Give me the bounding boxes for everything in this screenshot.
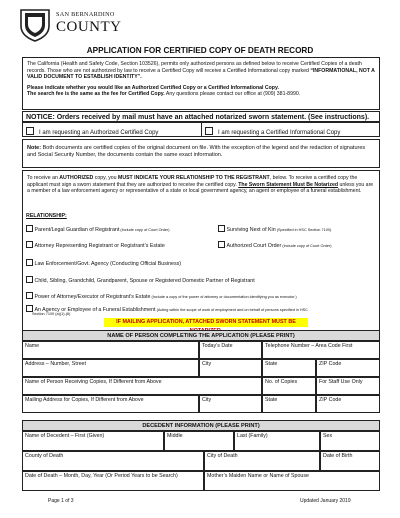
relationship-option[interactable]: Law Enforcement/Govt. Agency (Conducting Official Business) — [26, 259, 181, 267]
note-text: Note: Both documents are certified copies of the original document on file. With the exception of the legend and the redaction of signatures and Social Security Number, the documents contain the same exact information. — [27, 145, 366, 158]
divider — [201, 123, 202, 137]
authorized-instructions: To receive an AUTHORIZED copy, you MUST INDICATE YOUR RELATIONSHIP TO THE REGISTRANT, below. To receive a certified copy the applicant must sign a sworn statement that they are authorized to receive the certified copy. The Sworn Statement Must Be Notarized unless you are a member of a law enforcement agency or representative of a state or local government agency, an agent or employee of a funeral establishment. — [27, 175, 374, 195]
name-field[interactable]: Name — [22, 341, 199, 359]
county-seal-icon — [18, 8, 52, 42]
relationship-option[interactable]: Surviving Next of Kin (Specified in HSC Section 7100) — [218, 225, 331, 233]
intro-box — [22, 57, 380, 110]
state-field[interactable]: State — [262, 359, 316, 377]
city-field[interactable]: City — [199, 359, 262, 377]
county-logo — [18, 8, 128, 44]
decedent-middle-name-field[interactable]: Middle — [164, 431, 234, 451]
relationship-option[interactable]: Parent/Legal Guardian of Registrant (Include copy of Court Order) — [26, 225, 170, 233]
relationship-option[interactable]: Child, Sibling, Grandchild, Grandparent, Spouse or Registered Domestic Partner of Registrant — [26, 276, 255, 284]
relationship-heading: RELATIONSHIP: — [26, 213, 67, 219]
staff-use-field: For Staff Use Only — [316, 377, 380, 395]
decedent-heading: DECEDENT INFORMATION (PLEASE PRINT) — [22, 420, 380, 431]
logo-main-text: COUNTY — [56, 19, 122, 35]
mailing-city-field[interactable]: City — [199, 395, 262, 413]
zip-field[interactable]: ZIP Code — [316, 359, 380, 377]
checkbox[interactable] — [26, 259, 33, 266]
decedent-sex-field[interactable]: Sex — [320, 431, 380, 451]
county-of-death-field[interactable]: County of Death — [22, 451, 204, 471]
decedent-last-name-field[interactable]: Last (Family) — [234, 431, 320, 451]
applicant-heading: NAME OF PERSON COMPLETING THE APPLICATION (PLEASE PRINT) — [22, 330, 380, 341]
notice-banner: NOTICE: Orders received by mail must have an attached notarized sworn statement. (See instructions). — [22, 111, 380, 122]
copy-type-options — [22, 122, 380, 137]
checkbox[interactable] — [218, 225, 225, 232]
intro-instructions: Please indicate whether you would like an Authorized Certified Copy or a Certified Informational Copy. The search fee is the same as the fee for Certified Copy. Any questions please contact our office at (909) 381-8990. — [27, 84, 301, 98]
checkbox[interactable] — [26, 276, 33, 283]
relationship-option[interactable]: Authorized Court Order (Include copy of Court Order) — [218, 241, 332, 249]
checkbox[interactable] — [205, 127, 213, 135]
updated-date: Updated January 2019 — [300, 498, 351, 504]
todays-date-field[interactable]: Today’s Date — [199, 341, 262, 359]
logo-top-text: SAN BERNARDINO — [56, 11, 115, 18]
city-of-death-field[interactable]: City of Death — [204, 451, 320, 471]
mailing-state-field[interactable]: State — [262, 395, 316, 413]
option-authorized[interactable]: I am requesting an Authorized Certified Copy — [26, 127, 158, 137]
option-informational[interactable]: I am requesting a Certified Informational Copy — [205, 127, 340, 137]
address-field[interactable]: Address – Number, Street — [22, 359, 199, 377]
receiving-name-field[interactable]: Name of Person Receiving Copies, If Different from Above — [22, 377, 262, 395]
page-title: APPLICATION FOR CERTIFIED COPY OF DEATH RECORD — [86, 46, 314, 55]
mailing-warning: IF MAILING APPLICATION, ATTACHED SWORN STATEMENT MUST BE — [104, 318, 308, 327]
checkbox[interactable] — [26, 225, 33, 232]
mother-maiden-name-field[interactable]: Mother’s Maiden Name or Name of Spouse — [204, 471, 380, 491]
num-copies-field[interactable]: No. of Copies — [262, 377, 316, 395]
checkbox[interactable] — [26, 127, 34, 135]
checkbox[interactable] — [26, 292, 33, 299]
intro-paragraph: The California (Health and Safety Code, Section 103526), permits only authorized persons as defined below to receive Certified Copies of a death records. Those who are not authorized by law to receive a Certified Copy will receive a Certified Informational copy marked “INFORMATIONAL, NOT A VALID DOCUMENT TO ESTABLISH IDENTITY”. — [27, 61, 375, 81]
date-of-death-field[interactable]: Date of Death – Month, Day, Year (Or Period Years to be Search) — [22, 471, 204, 491]
checkbox[interactable] — [218, 241, 225, 248]
mailing-address-field[interactable]: Mailing Address for Copies, If Different from Above — [22, 395, 199, 413]
telephone-field[interactable]: Telephone Number – Area Code First — [262, 341, 380, 359]
page-number: Page 1 of 3 — [48, 498, 74, 504]
relationship-option[interactable]: An Agency or Employee of a Funeral Establishment (Acting within the scope of work of employment and on behalf of persons specified in HSC — [26, 305, 308, 313]
relationship-option[interactable]: Power of Attorney/Executor of Registrant’s Estate (Include a copy of the power of attorney or documentation identifying you as executor.) — [26, 292, 297, 300]
relationship-option[interactable]: Attorney Representing Registrant or Registrant’s Estate — [26, 241, 165, 249]
decedent-first-name-field[interactable]: Name of Decedent – First (Given) — [22, 431, 164, 451]
checkbox[interactable] — [26, 241, 33, 248]
date-of-birth-field[interactable]: Date of Birth — [320, 451, 380, 471]
relationship-option-note: Section 7100 (a)(1)-(6) — [32, 312, 71, 316]
mailing-zip-field[interactable]: ZIP Code — [316, 395, 380, 413]
note-box — [22, 139, 380, 168]
